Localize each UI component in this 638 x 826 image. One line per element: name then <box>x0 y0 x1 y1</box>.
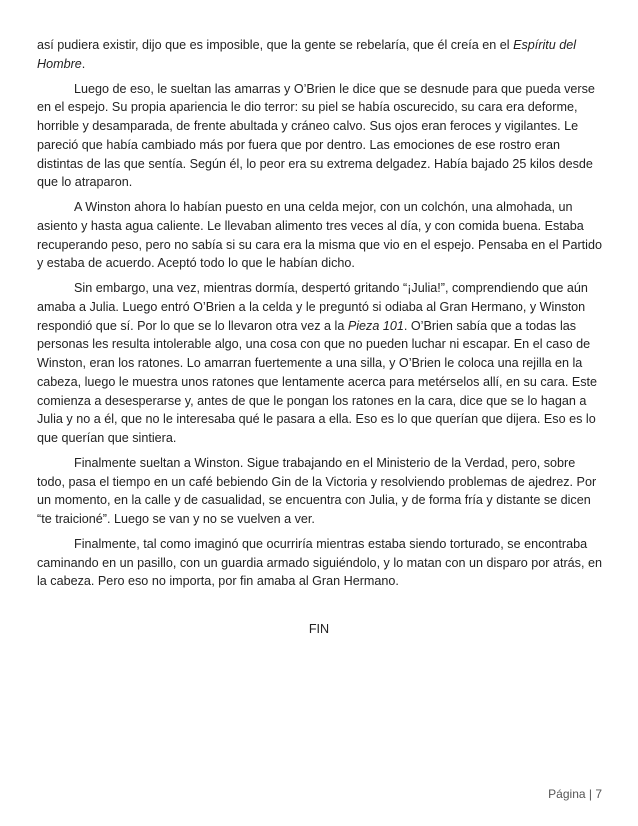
text-run: así pudiera existir, dijo que es imposible, que la gente se rebelaría, que él creía en el <box>37 38 514 52</box>
text-run: A Winston ahora lo habían puesto en una celda mejor, con un colchón, una almohada, un asiento y hasta agua caliente. Le llevaban alimento tres veces al día, y con comida buena. Estaba recuperando peso, pero no sabía si su cara era la misma que vio en el espejo. Pensaba en el Partido y estaba de acuerdo. Aceptó todo lo que le habían dicho. <box>37 200 602 271</box>
ending-heading: FIN <box>308 622 330 636</box>
paragraph <box>37 198 605 273</box>
paragraph <box>37 279 605 447</box>
text-run: Finalmente, tal como imaginó que ocurriría mientras estaba siendo torturado, se encontraba caminando en un pasillo, con un guardia armado siguiéndolo, y lo matan con un disparo por atrás, en la cabeza. Pero eso no importa, por fin amaba al Gran Hermano. <box>37 537 602 589</box>
paragraph <box>37 80 605 192</box>
text-run: . <box>81 56 86 71</box>
paragraph <box>37 36 605 73</box>
page-number: Página | 7 <box>548 787 602 801</box>
paragraph <box>37 454 605 529</box>
text-run: . O’Brien sabía que a todas las personas les resulta intolerable algo, una cosa con que no pueden luchar ni escapar. En el caso de Winston, eran los ratones. Lo amarran fuertemente a una silla, y O’Brien le coloca una rejilla en la cabeza, luego le muestra unos ratones que lentamente acerca para metérselos allí, en su cara. Este comienza a desesperarse y, antes de que le pongan los ratones en la cara, dice que se lo hagan a Julia y no a él, que no le interesaba qué le pasara a ella. Eso es lo que querían que dijera. Eso es lo que querían que sintiera. <box>37 318 598 445</box>
text-run: Finalmente sueltan a Winston. Sigue trabajando en el Ministerio de la Verdad, pero, sobre todo, pasa el tiempo en un café bebiendo Gin de la Victoria y resolviendo problemas de ajedrez. Por un momento, en la calle y de casualidad, se encuentra con Julia, y de forma fría y distante se dicen “te traicioné”. Luego se van y no se vuelven a ver. <box>37 455 597 527</box>
body-text <box>37 36 605 597</box>
paragraph <box>37 535 605 591</box>
italic-run: Pieza 101 <box>347 318 404 333</box>
italic-run: Espíritu del Hombre <box>37 38 577 71</box>
text-run: Luego de eso, le sueltan las amarras y O’Brien le dice que se desnude para que pueda verse en el espejo. Su propia apariencia le dio terror: su piel se había oscurecido, su cara era deforme, horrible y desamparada, de frente abultada y cráneo calvo. Sus ojos eran feroces y vigilantes. Le pareció que había cambiado más por fuera que por dentro. Las emociones de ese rostro eran distintas de las que sentía. Según él, lo peor era su extrema delgadez. Había bajado 25 kilos desde que lo atraparon. <box>37 81 595 190</box>
text-run: Sin embargo, una vez, mientras dormía, despertó gritando “¡Julia!”, comprendiendo que aún amaba a Julia. Luego entró O’Brien a la celda y le preguntó si odiaba al Gran Hermano, y Winston respondió que sí. Por lo que se lo llevaron otra vez a la <box>37 281 588 333</box>
